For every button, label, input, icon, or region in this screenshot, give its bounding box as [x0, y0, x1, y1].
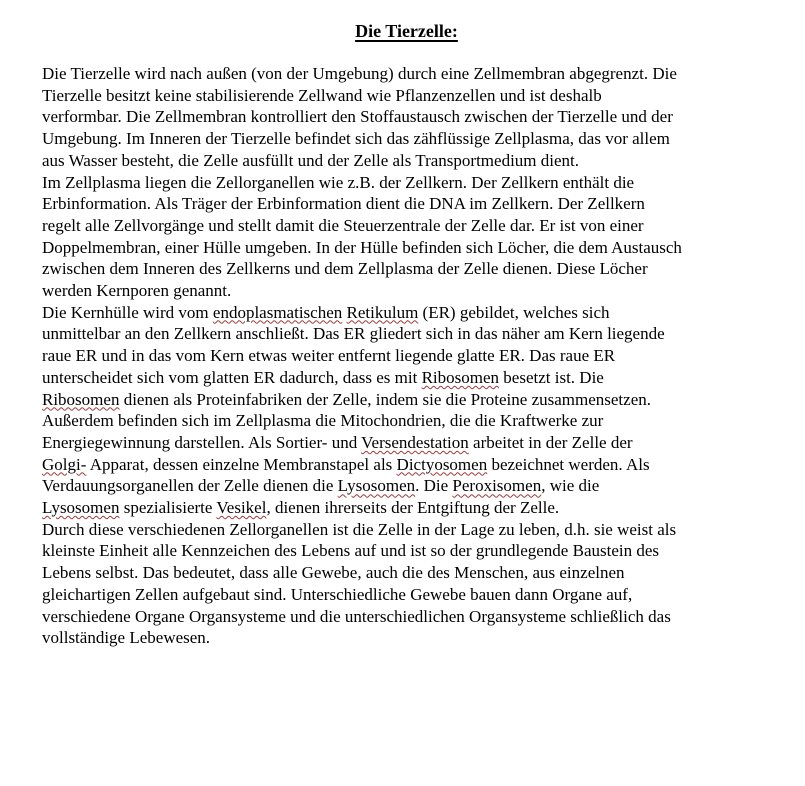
- text-line: [42, 389, 771, 411]
- text-segment: Die Kernhülle wird vom: [42, 302, 213, 322]
- misspelled-word: Ribosomen: [421, 367, 500, 387]
- text-segment: , dienen ihrerseits der Entgiftung der Zelle.: [266, 498, 560, 518]
- document-title: Die Tierzelle:: [355, 21, 458, 41]
- text-line: [42, 410, 771, 432]
- misspelled-word: Retikulum: [346, 302, 419, 322]
- text-line: [42, 562, 771, 584]
- text-line: [42, 519, 771, 541]
- text-line: [42, 85, 771, 107]
- text-segment: , wie die: [541, 476, 600, 496]
- text-line: [42, 215, 771, 237]
- text-segment: Tierzelle besitzt keine stabilisierende Zellwand wie Pflanzenzellen und ist deshalb: [42, 85, 602, 105]
- document-body: [42, 63, 771, 649]
- text-segment: zwischen dem Inneren des Zellkerns und dem Zellplasma der Zelle dienen. Diese Löcher: [42, 259, 648, 279]
- text-segment: . Die: [415, 476, 453, 496]
- text-line: [42, 432, 771, 454]
- text-line: [42, 367, 771, 389]
- text-segment: unterscheidet sich vom glatten ER dadurch, dass es mit: [42, 367, 422, 387]
- text-segment: Im Zellplasma liegen die Zellorganellen wie z.B. der Zellkern. Der Zellkern enthält die: [42, 172, 635, 192]
- text-line: [42, 172, 771, 194]
- text-segment: Lebens selbst. Das bedeutet, dass alle Gewebe, auch die des Menschen, aus einzelnen: [42, 563, 625, 583]
- text-segment: besetzt ist. Die: [499, 367, 604, 387]
- misspelled-word: Lysosomen: [337, 476, 416, 496]
- text-line: [42, 128, 771, 150]
- text-segment: spezialisierte: [119, 498, 217, 518]
- text-segment: unmittelbar an den Zellkern anschließt. Das ER gliedert sich in das näher am Kern liegende: [42, 324, 665, 344]
- text-segment: Apparat, dessen einzelne Membranstapel als: [86, 454, 397, 474]
- text-segment: aus Wasser besteht, die Zelle ausfüllt und der Zelle als Transportmedium dient.: [42, 150, 580, 170]
- text-segment: regelt alle Zellvorgänge und stellt damit die Steuerzentrale der Zelle dar. Er ist von einer: [42, 215, 644, 235]
- misspelled-word: Dictyosomen: [396, 454, 488, 474]
- text-segment: verschiedene Organe Organsysteme und die unterschiedlichen Organsysteme schließlich das: [42, 606, 671, 626]
- text-line: [42, 323, 771, 345]
- text-line: [42, 193, 771, 215]
- text-segment: Energiegewinnung darstellen. Als Sortier- und: [42, 432, 362, 452]
- text-line: [42, 345, 771, 367]
- text-segment: dienen als Proteinfabriken der Zelle, indem sie die Proteine zusammensetzen.: [119, 389, 651, 409]
- misspelled-word: Peroxisomen: [452, 476, 542, 496]
- text-line: [42, 497, 771, 519]
- text-segment: Doppelmembran, einer Hülle umgeben. In der Hülle befinden sich Löcher, die dem Austausch: [42, 237, 682, 257]
- text-line: [42, 280, 771, 302]
- text-line: [42, 584, 771, 606]
- text-line: [42, 454, 771, 476]
- text-segment: verformbar. Die Zellmembran kontrolliert den Stoffaustausch zwischen der Tierzelle und der: [42, 107, 673, 127]
- text-segment: Durch diese verschiedenen Zellorganellen ist die Zelle in der Lage zu leben, d.h. sie weist als: [42, 519, 677, 539]
- text-segment: vollständige Lebewesen.: [42, 628, 211, 648]
- text-line: [42, 237, 771, 259]
- misspelled-word: Lysosomen: [42, 498, 120, 518]
- text-line: [42, 475, 771, 497]
- text-segment: kleinste Einheit alle Kennzeichen des Lebens auf und ist so der grundlegende Baustein des: [42, 541, 660, 561]
- text-line: [42, 63, 771, 85]
- text-line: [42, 627, 771, 649]
- text-segment: Verdauungsorganellen der Zelle dienen die: [42, 476, 338, 496]
- text-segment: werden Kernporen genannt.: [42, 281, 232, 301]
- text-segment: (ER) gebildet, welches sich: [418, 302, 610, 322]
- misspelled-word: Vesikel: [216, 498, 267, 518]
- text-line: [42, 302, 771, 324]
- text-line: [42, 258, 771, 280]
- text-segment: bezeichnet werden. Als: [487, 454, 650, 474]
- text-segment: gleichartigen Zellen aufgebaut sind. Unterschiedliche Gewebe bauen dann Organe auf,: [42, 584, 633, 604]
- text-segment: Außerdem befinden sich im Zellplasma die Mitochondrien, die die Kraftwerke zur: [42, 411, 604, 431]
- text-segment: arbeitet in der Zelle der: [468, 432, 633, 452]
- text-line: [42, 606, 771, 628]
- text-segment: raue ER und in das vom Kern etwas weiter entfernt liegende glatte ER. Das raue ER: [42, 346, 616, 366]
- text-segment: Die Tierzelle wird nach außen (von der Umgebung) durch eine Zellmembran abgegrenzt. Die: [42, 64, 677, 83]
- text-segment: Umgebung. Im Inneren der Tierzelle befindet sich das zähflüssige Zellplasma, das vor allem: [42, 129, 670, 149]
- misspelled-word: Versendestation: [361, 432, 469, 452]
- misspelled-word: Golgi-: [42, 454, 87, 474]
- text-segment: Erbinformation. Als Träger der Erbinformation dient die DNA im Zellkern. Der Zellkern: [42, 194, 645, 214]
- text-line: [42, 540, 771, 562]
- text-line: [42, 106, 771, 128]
- misspelled-word: Ribosomen: [42, 389, 120, 409]
- misspelled-word: endoplasmatischen: [212, 302, 343, 322]
- text-line: [42, 150, 771, 172]
